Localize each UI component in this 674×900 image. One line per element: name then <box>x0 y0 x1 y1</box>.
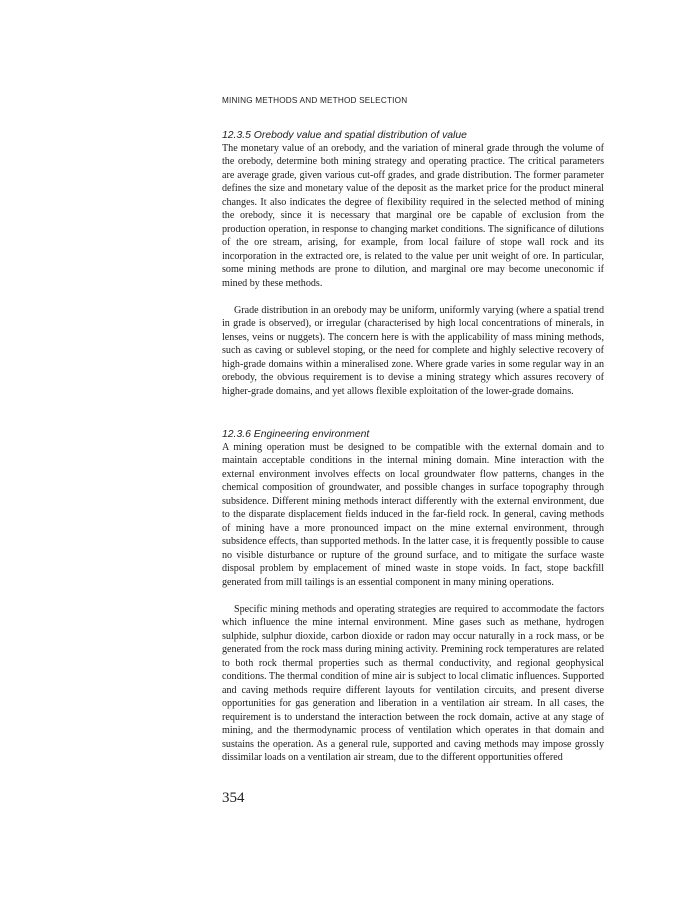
paragraph-engineering-environment-2: Specific mining methods and operating strategies are required to accommodate the factors which influence the mine internal environment. Mine gases such as methane, hydrogen sulphide, sulphur dioxide, carbon dioxide or radon may occur naturally in a rock mass, or be generated from the rock mass during mining activity. Premining rock temperatures are related to both rock thermal properties such as thermal conductivity, and regional geophysical conditions. The thermal condition of mine air is subject to local climatic influences. Supported and caving methods require different layouts for ventilation circuits, and present diverse opportunities for gas generation and liberation in a ventilation air stream. In all cases, the requirement is to understand the interaction between the rock domain, active at any stage of mining, and the thermodynamic process of ventilation which operates in that domain and sustains the operation. As a general rule, supported and caving methods may impose grossly dissimilar loads on a ventilation air stream, due to the different opportunities offered <box>222 604 604 763</box>
paragraph-engineering-environment-1: A mining operation must be designed to be compatible with the external domain and to maintain acceptable conditions in the internal mining domain. Mine interaction with the external environment involves effects on local groundwater flow patterns, changes in the chemical composition of groundwater, and possible changes in surface topography through subsidence. Different mining methods interact differently with the external environment, due to the disparate displacement fields induced in the far-field rock. In general, caving methods of mining have a more pronounced impact on the mine external environment, through subsidence effects, than supported methods. In the latter case, it is frequently possible to cause no visible disturbance or rupture of the ground surface, and to mitigate the surface waste disposal problem by emplacement of mined waste in stope voids. In fact, stope backfill generated from mill tailings is an essential component in many mining operations. <box>222 442 604 588</box>
running-head: MINING METHODS AND METHOD SELECTION <box>222 96 408 105</box>
section-heading-12-3-5: 12.3.5 Orebody value and spatial distribution of value <box>222 130 467 141</box>
paragraph-orebody-value-1: The monetary value of an orebody, and the variation of mineral grade through the volume of the orebody, determine both mining strategy and operating practice. The critical parameters are average grade, given various cut-off grades, and grade distribution. The former parameter defines the size and monetary value of the deposit as the market price for the product mineral changes. It also indicates the degree of flexibility required in the selected method of mining the orebody, since it is necessary that marginal ore be capable of exclusion from the production operation, in response to changing market conditions. The significance of dilutions of the ore stream, arising, for example, from local failure of stope wall rock and its incorporation in the extracted ore, is related to the value per unit weight of ore. In particular, some mining methods are prone to dilution, and marginal ore may become uneconomic if mined by these methods. <box>222 143 604 289</box>
paragraph-orebody-value-2: Grade distribution in an orebody may be uniform, uniformly varying (where a spatial trend in grade is observed), or irregular (characterised by high local concentrations of minerals, in lenses, veins or nuggets). The concern here is with the applicability of mass mining methods, such as caving or sublevel stoping, or the need for complete and highly selective recovery of high-grade domains within a mineralised zone. Where grade varies in some regular way in an orebody, the obvious requirement is to devise a mining strategy which assures recovery of higher-grade domains, and yet allows flexible exploitation of the lower-grade domains. <box>222 305 604 397</box>
page-number: 354 <box>222 790 245 806</box>
section-heading-12-3-6: 12.3.6 Engineering environment <box>222 429 370 440</box>
